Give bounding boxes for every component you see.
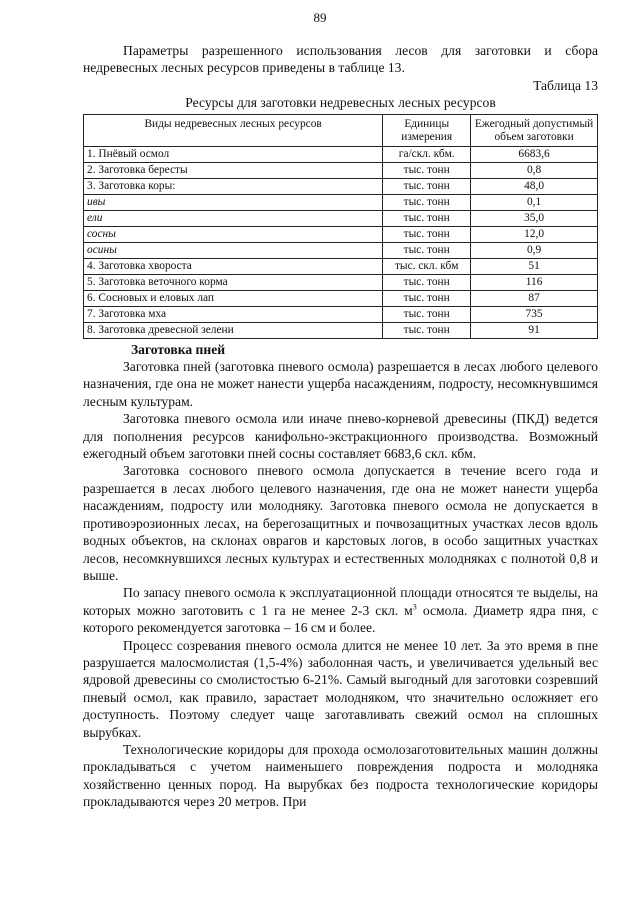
cell-resource-name: 5. Заготовка веточного корма [84, 274, 383, 290]
intro-paragraph: Параметры разрешенного использования лесов для заготовки и сбора недревесных лесных ресурсов приведены в таблице 13. [83, 43, 598, 76]
paragraph [83, 584, 598, 636]
paragraph: Заготовка пневого осмола или иначе пнево-корневой древесины (ПКД) ведется для пополнения ресурсов канифольно-экстракционного производства. Возможный ежегодный объем заготовки пней сосны составляет 6683,6 скл. кбм. [83, 411, 598, 462]
page-content [83, 42, 598, 811]
cell-volume: 91 [471, 322, 598, 338]
cell-unit: га/скл. кбм. [383, 146, 471, 162]
cell-resource-name: 1. Пнёвый осмол [84, 146, 383, 162]
table-row [84, 210, 598, 226]
cell-volume: 0,9 [471, 242, 598, 258]
table-row [84, 322, 598, 338]
paragraph: Заготовка пней (заготовка пневого осмола) разрешается в лесах любого целевого назначения, где она не может нанести ущерба насаждениям, подросту, несомкнувшимся лесным культурам. [83, 359, 598, 409]
cell-volume: 87 [471, 290, 598, 306]
cell-resource-name: 2. Заготовка бересты [84, 162, 383, 178]
cell-unit: тыс. тонн [383, 274, 471, 290]
table-row [84, 146, 598, 162]
section-title: Заготовка пней [131, 341, 226, 357]
cell-volume: 0,1 [471, 194, 598, 210]
cell-volume: 48,0 [471, 178, 598, 194]
header-annual-volume: Ежегодный допустимый объем заготовки [471, 114, 598, 146]
table-row [84, 194, 598, 210]
cell-unit: тыс. тонн [383, 242, 471, 258]
cell-resource-name: 8. Заготовка древесной зелени [84, 322, 383, 338]
cell-unit: тыс. тонн [383, 322, 471, 338]
cell-resource-name: ели [84, 210, 383, 226]
cell-volume: 35,0 [471, 210, 598, 226]
cell-resource-name: 7. Заготовка мха [84, 306, 383, 322]
table-body [84, 146, 598, 338]
cell-volume: 6683,6 [471, 146, 598, 162]
table-header-row [84, 114, 598, 146]
table-row [84, 306, 598, 322]
paragraph: Технологические коридоры для прохода осмолозаготовительных машин должны прокладываться с учетом наименьшего повреждения подроста и молодняка хозяйственно ценных пород. На вырубках без подроста технологические коридоры прокладываются через 20 метров. При [83, 741, 598, 810]
table-row [84, 258, 598, 274]
cell-resource-name: 3. Заготовка коры: [84, 178, 383, 194]
cell-resource-name: сосны [84, 226, 383, 242]
cell-volume: 51 [471, 258, 598, 274]
cell-resource-name: 4. Заготовка хвороста [84, 258, 383, 274]
cell-unit: тыс. тонн [383, 178, 471, 194]
table-row [84, 226, 598, 242]
table-row [84, 242, 598, 258]
cell-unit: тыс. тонн [383, 290, 471, 306]
paragraph: Процесс созревания пневого осмола длится не менее 10 лет. За это время в пне разрушается малосмолистая (1,5-4%) заболонная часть, и увеличивается удельный вес ядровой древесины со смолистостью 6-21%. Самый выгодный для заготовки созревший пневый осмол, как правило, зарастает молодняком, что значительно осложняет его доступность. Поэтому следует чаще заготавливать свежий осмол на сплошных вырубках. [83, 637, 598, 740]
cell-unit: тыс. тонн [383, 162, 471, 178]
page-number: 89 [313, 10, 327, 25]
table-row [84, 162, 598, 178]
cell-volume: 735 [471, 306, 598, 322]
cell-unit: тыс. тонн [383, 226, 471, 242]
table-label: Таблица 13 [533, 77, 598, 93]
table-row [84, 290, 598, 306]
cell-unit: тыс. скл. кбм [383, 258, 471, 274]
cell-volume: 0,8 [471, 162, 598, 178]
paragraph-text: По запасу пневого осмола к эксплуатационной площади относятся те выделы, на которых можно заготовить с 1 га не менее 2-3 скл. м [83, 585, 598, 618]
table-row [84, 274, 598, 290]
resources-table [83, 114, 598, 339]
cell-volume: 12,0 [471, 226, 598, 242]
header-resource-type: Виды недревесных лесных ресурсов [84, 114, 383, 146]
cell-resource-name: 6. Сосновых и еловых лап [84, 290, 383, 306]
cell-unit: тыс. тонн [383, 306, 471, 322]
cell-resource-name: ивы [84, 194, 383, 210]
header-unit: Единицы измерения [383, 114, 471, 146]
paragraph: Заготовка соснового пневого осмола допускается в течение всего года и разрешается в лесах любого целевого назначения, где она не может нанести ущерба насаждениям, подросту или молодняку. Заготовка пневого осмола не допускается в противоэрозионных лесах, на берегозащитных и почвозащитных участках лесов вдоль водных объектов, на склонах оврагов и карстовых логов, в особо защитных участках лесов, несомкнувшихся лесных культурах и естественных молодняках с полнотой 0,8 и выше. [83, 463, 598, 583]
cell-unit: тыс. тонн [383, 210, 471, 226]
superscript: 3 [412, 602, 417, 612]
table-title: Ресурсы для заготовки недревесных лесных ресурсов [185, 95, 496, 111]
cell-unit: тыс. тонн [383, 194, 471, 210]
table-row [84, 178, 598, 194]
paragraph-text: осмола. Диаметр ядра пня, с которого рекомендуется заготовка – 16 см и более. [83, 602, 598, 636]
cell-volume: 116 [471, 274, 598, 290]
cell-resource-name: осины [84, 242, 383, 258]
